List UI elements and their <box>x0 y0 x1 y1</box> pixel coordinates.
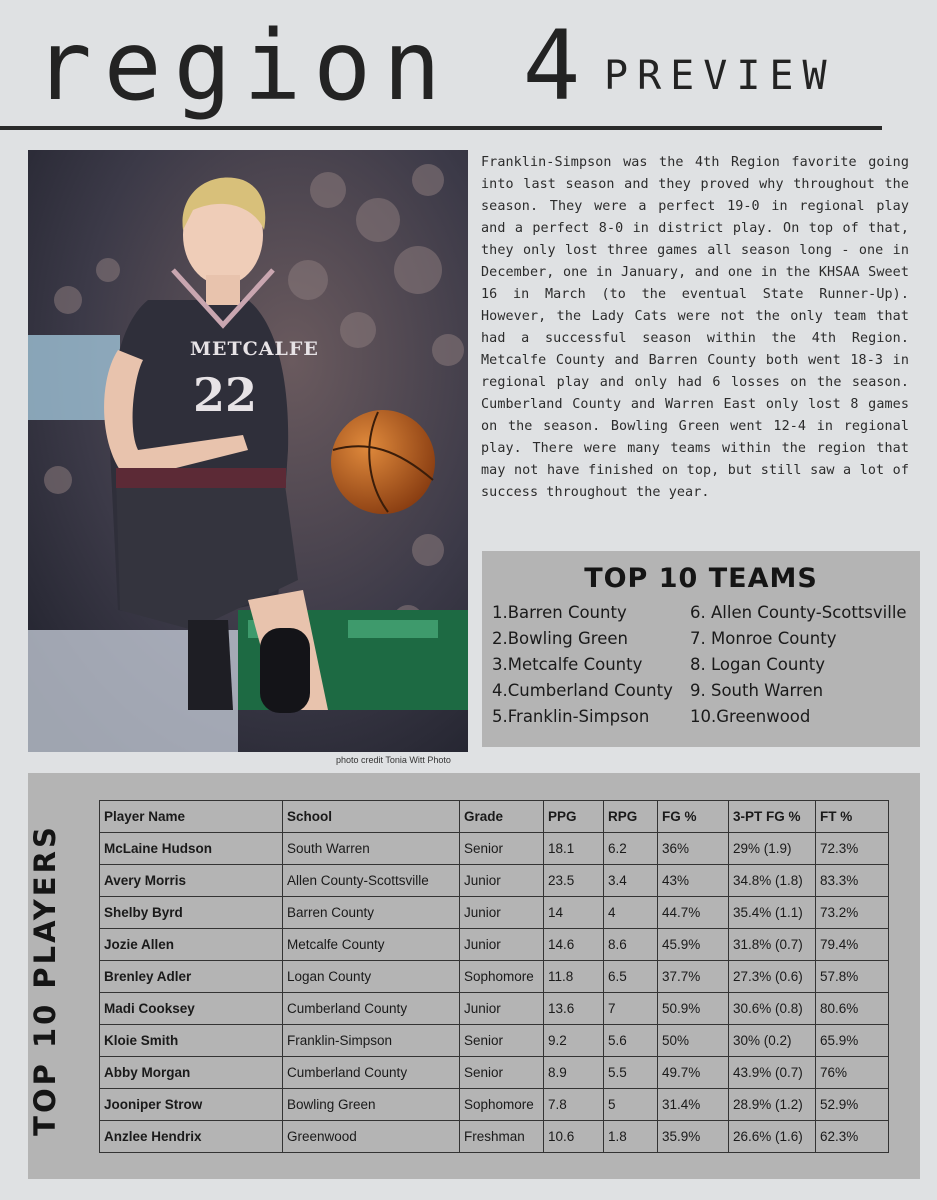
player-school: Logan County <box>283 961 460 993</box>
table-row <box>100 1057 889 1089</box>
column-header: 3-PT FG % <box>729 801 816 833</box>
table-row <box>100 1089 889 1121</box>
table-row <box>100 865 889 897</box>
player-school: Barren County <box>283 897 460 929</box>
player-name: Jozie Allen <box>100 929 283 961</box>
article-text: Franklin-Simpson was the 4th Region favorite going into last season and they proved why throughout the season. They were a perfect 19-0 in regional play and a perfect 8-0 in district play. On top of that, they only lost three games all season long - one in December, one in January, and one in the KHSAA Sweet 16 in March (to the eventual State Runner-Up). However, the Lady Cats were not the only team that had a successful season within the 4th Region. Metcalfe County and Barren County both went 18-3 in regional play and only had 6 losses on the season. Cumberland County and Warren East only lost 8 games on the season. Bowling Green went 12-4 in regional play. There were many teams within the region that may not have finished on top, but still saw a lot of success throughout the year. <box>481 155 909 500</box>
player-name: Brenley Adler <box>100 961 283 993</box>
title-divider <box>0 126 882 130</box>
player-ft-pct: 52.9% <box>816 1089 889 1121</box>
player-3pt-fg-pct: 29% (1.9) <box>729 833 816 865</box>
player-fg-pct: 36% <box>658 833 729 865</box>
player-school: Cumberland County <box>283 1057 460 1089</box>
team-item: 3.Metcalfe County <box>492 655 643 674</box>
player-grade: Junior <box>460 865 544 897</box>
player-rpg: 1.8 <box>604 1121 658 1153</box>
player-3pt-fg-pct: 43.9% (0.7) <box>729 1057 816 1089</box>
player-ppg: 9.2 <box>544 1025 604 1057</box>
player-school: Bowling Green <box>283 1089 460 1121</box>
player-ft-pct: 65.9% <box>816 1025 889 1057</box>
player-3pt-fg-pct: 30% (0.2) <box>729 1025 816 1057</box>
player-name: Jooniper Strow <box>100 1089 283 1121</box>
column-header: FT % <box>816 801 889 833</box>
top-teams-title: TOP 10 TEAMS <box>584 563 818 594</box>
player-fg-pct: 44.7% <box>658 897 729 929</box>
table-row <box>100 833 889 865</box>
player-grade: Sophomore <box>460 961 544 993</box>
team-item: 1.Barren County <box>492 603 627 622</box>
player-fg-pct: 37.7% <box>658 961 729 993</box>
player-grade: Senior <box>460 1057 544 1089</box>
player-rpg: 8.6 <box>604 929 658 961</box>
player-fg-pct: 49.7% <box>658 1057 729 1089</box>
team-item: 7. Monroe County <box>690 629 837 648</box>
player-ft-pct: 83.3% <box>816 865 889 897</box>
player-rpg: 5 <box>604 1089 658 1121</box>
player-name: McLaine Hudson <box>100 833 283 865</box>
player-school: South Warren <box>283 833 460 865</box>
player-name: Avery Morris <box>100 865 283 897</box>
player-rpg: 6.5 <box>604 961 658 993</box>
top-players-title: TOP 10 PLAYERS <box>28 824 62 1136</box>
table-row <box>100 961 889 993</box>
player-ft-pct: 76% <box>816 1057 889 1089</box>
top-teams-box <box>482 551 920 747</box>
player-name: Shelby Byrd <box>100 897 283 929</box>
player-ft-pct: 80.6% <box>816 993 889 1025</box>
player-name: Anzlee Hendrix <box>100 1121 283 1153</box>
player-fg-pct: 50.9% <box>658 993 729 1025</box>
player-school: Cumberland County <box>283 993 460 1025</box>
player-ft-pct: 73.2% <box>816 897 889 929</box>
player-name: Abby Morgan <box>100 1057 283 1089</box>
player-rpg: 4 <box>604 897 658 929</box>
player-ppg: 8.9 <box>544 1057 604 1089</box>
column-header: FG % <box>658 801 729 833</box>
column-header: School <box>283 801 460 833</box>
player-ft-pct: 79.4% <box>816 929 889 961</box>
player-grade: Junior <box>460 929 544 961</box>
player-school: Greenwood <box>283 1121 460 1153</box>
team-item: 6. Allen County-Scottsville <box>690 603 907 622</box>
player-name: Kloie Smith <box>100 1025 283 1057</box>
column-header: RPG <box>604 801 658 833</box>
photo-credit: photo credit Tonia Witt Photo <box>336 755 451 765</box>
player-rpg: 6.2 <box>604 833 658 865</box>
player-ppg: 13.6 <box>544 993 604 1025</box>
player-3pt-fg-pct: 31.8% (0.7) <box>729 929 816 961</box>
player-school: Franklin-Simpson <box>283 1025 460 1057</box>
team-item: 2.Bowling Green <box>492 629 628 648</box>
jersey-number: 22 <box>193 368 258 422</box>
players-table <box>99 800 889 1153</box>
table-row <box>100 897 889 929</box>
player-3pt-fg-pct: 35.4% (1.1) <box>729 897 816 929</box>
player-ppg: 14.6 <box>544 929 604 961</box>
player-3pt-fg-pct: 27.3% (0.6) <box>729 961 816 993</box>
table-row <box>100 929 889 961</box>
player-fg-pct: 43% <box>658 865 729 897</box>
player-rpg: 5.5 <box>604 1057 658 1089</box>
player-grade: Junior <box>460 897 544 929</box>
player-3pt-fg-pct: 34.8% (1.8) <box>729 865 816 897</box>
player-grade: Senior <box>460 833 544 865</box>
player-fg-pct: 50% <box>658 1025 729 1057</box>
team-item: 9. South Warren <box>690 681 824 700</box>
player-grade: Sophomore <box>460 1089 544 1121</box>
player-3pt-fg-pct: 30.6% (0.8) <box>729 993 816 1025</box>
page-subtitle: PREVIEW <box>604 53 836 99</box>
column-header: Player Name <box>100 801 283 833</box>
player-ft-pct: 57.8% <box>816 961 889 993</box>
player-3pt-fg-pct: 26.6% (1.6) <box>729 1121 816 1153</box>
player-photo <box>28 150 468 752</box>
player-ppg: 14 <box>544 897 604 929</box>
player-fg-pct: 45.9% <box>658 929 729 961</box>
player-ft-pct: 72.3% <box>816 833 889 865</box>
player-ppg: 11.8 <box>544 961 604 993</box>
column-header: PPG <box>544 801 604 833</box>
table-row <box>100 1025 889 1057</box>
player-grade: Freshman <box>460 1121 544 1153</box>
team-item: 5.Franklin-Simpson <box>492 707 650 726</box>
player-3pt-fg-pct: 28.9% (1.2) <box>729 1089 816 1121</box>
player-ft-pct: 62.3% <box>816 1121 889 1153</box>
page-title: region 4 <box>34 10 593 122</box>
player-ppg: 23.5 <box>544 865 604 897</box>
player-fg-pct: 31.4% <box>658 1089 729 1121</box>
table-header-row <box>100 801 889 833</box>
player-ppg: 7.8 <box>544 1089 604 1121</box>
team-item: 4.Cumberland County <box>492 681 673 700</box>
team-item: 10.Greenwood <box>690 707 811 726</box>
team-item: 8. Logan County <box>690 655 826 674</box>
player-rpg: 5.6 <box>604 1025 658 1057</box>
table-row <box>100 993 889 1025</box>
player-ppg: 18.1 <box>544 833 604 865</box>
table-row <box>100 1121 889 1153</box>
column-header: Grade <box>460 801 544 833</box>
player-ppg: 10.6 <box>544 1121 604 1153</box>
player-name: Madi Cooksey <box>100 993 283 1025</box>
player-school: Metcalfe County <box>283 929 460 961</box>
player-school: Allen County-Scottsville <box>283 865 460 897</box>
jersey-text: METCALFE <box>190 338 319 360</box>
player-rpg: 3.4 <box>604 865 658 897</box>
player-fg-pct: 35.9% <box>658 1121 729 1153</box>
player-grade: Senior <box>460 1025 544 1057</box>
player-grade: Junior <box>460 993 544 1025</box>
player-rpg: 7 <box>604 993 658 1025</box>
